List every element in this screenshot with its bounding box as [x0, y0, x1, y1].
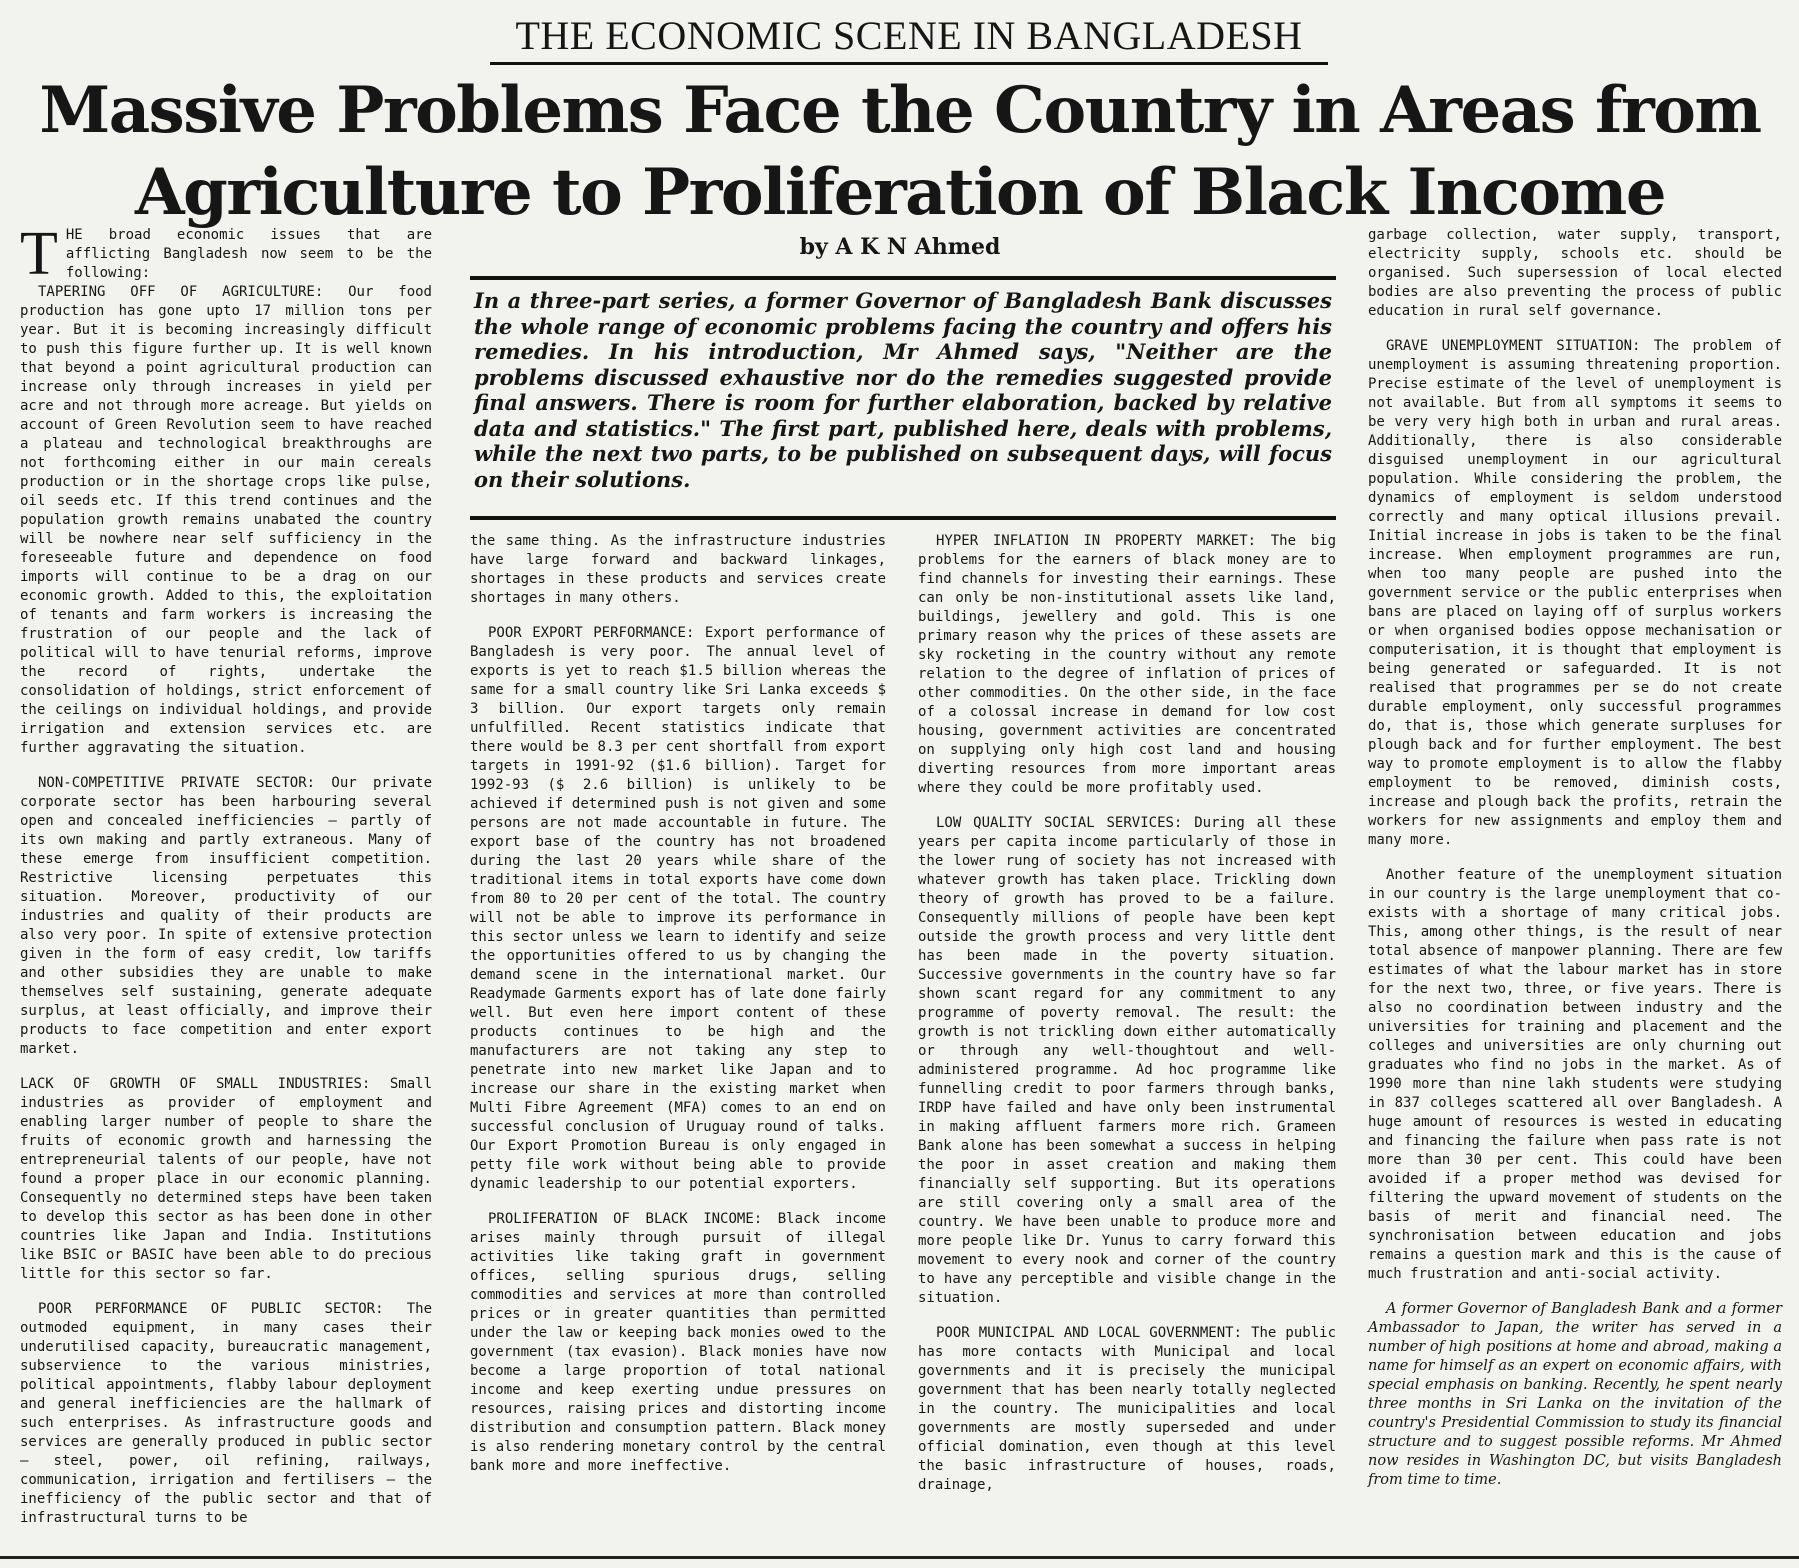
headline [20, 70, 1780, 234]
column-2 [470, 532, 886, 1556]
opening-paragraph [20, 220, 432, 288]
section-unemployment: GRAVE UNEMPLOYMENT SITUATION: The problem of unemployment is assuming threatening proportion. Precise estimate of the level of unemployment is not available. But from all symptoms it seems to be very very high both in urban and rural areas. Additionally, there is also considerable disguised unemployment in our agricultural population. While considering the problem, the dynamics of employment is seldom understood correctly and many optical illusions prevail. Initial increase in jobs is taken to be the final increase. When employment programmes are run, when too many people are pushed into the government service or the public enterprises when bans are placed on laying off of surplus workers or when organised bodies oppose mechanisation or computerisation, it is thought that employment is being generated or safeguarded. It is not realised that programmes per se do not create durable employment, only successful programmes do, that is, those which generate surpluses for plough back and for further employment. The best way to promote employment is to allow the flabby employment to be removed, diminish costs, increase and plough back the profits, retrain the workers for new assignments and employ them and many more. [1368, 338, 1782, 848]
bottom-rule [0, 1556, 1799, 1559]
headline-line-1: Massive Problems Face the Country in Areas from [39, 73, 1761, 148]
column-3 [918, 532, 1336, 1556]
continued-paragraph: garbage collection, water supply, transport, electricity supply, schools etc. should be organised. Such supersession of local elected bodies are also preventing the process of public education in rural self governance. [1368, 227, 1782, 319]
drop-cap: T [20, 220, 58, 288]
section-small-industries: LACK OF GROWTH OF SMALL INDUSTRIES: Small industries as provider of employment and enabling larger number of people to share the fruits of economic growth and harnessing the entrepreneurial talents of our people, have not found a proper place in our economic planning. Consequently no determined steps have been taken to develop this sector as has been done in other countries like Japan and India. Institutions like BSIC or BASIC have been able to do precious little for this sector so far. [20, 1076, 432, 1282]
section-public-sector: POOR PERFORMANCE OF PUBLIC SECTOR: The outmoded equipment, in many cases their underutilised capacity, bureaucratic management, subservience to the various ministries, political appointments, flabby labour deployment and general inefficiencies are the hallmark of such enterprises. As infrastructure goods and services are generally produced in public sector — steel, power, oil refining, railways, communication, irrigation and fertilisers — the inefficiency of the public sector and that of infrastructural turns to be [20, 1301, 432, 1526]
section-local-government: POOR MUNICIPAL AND LOCAL GOVERNMENT: The public has more contacts with Municipal and local governments and it is precisely the municipal government that has been nearly totally neglected in the country. The municipalities and local governments are mostly superseded and under official domination, even though at this level the basic infrastructure of houses, roads, drainage, [918, 1325, 1336, 1493]
section-private-sector: NON-COMPETITIVE PRIVATE SECTOR: Our private corporate sector has been harbouring several open and concealed inefficiencies — partly of its own making and partly extraneous. Many of these emerge from insufficient competition. Restrictive licensing perpetuates this situation. Moreover, productivity of our industries and quality of their products are also very poor. In spite of extensive protection given in the form of easy credit, low tariffs and other subsidies they are unable to make themselves self sustaining, generate adequate surplus, at least officially, and improve their products to face competition and enter export market. [20, 775, 432, 1057]
section-export: POOR EXPORT PERFORMANCE: Export performance of Bangladesh is very poor. The annual level of exports is yet to reach $1.5 billion whereas the same for a small country like Sri Lanka exceeds $ 3 billion. Our export targets only remain unfulfilled. Recent statistics indicate that there would be 8.3 per cent shortfall from export targets in 1991-92 ($1.6 billion). Target for 1992-93 ($ 2.6 billion) is unlikely to be achieved if determined push is not given and some persons are not made accountable in future. The export base of the country has not broadened during the last 20 years while share of the traditional items in total exports have come down from 80 to 20 per cent of the total. The country will not be able to improve its performance in this sector unless we learn to identify and seize the opportunities offered to us by changing the demand scene in the international market. Our Readymade Garments export has of late done fairly well. But even here import content of these products continues to be high and the manufacturers are not taking any step to penetrate into new market like Japan and to increase our share in the existing market when Multi Fibre Agreement (MFA) comes to an end on successful conclusion of Uruguay round of talks. Our Export Promotion Bureau is only engaged in petty file work without being able to provide dynamic leadership to our potential exporters. [470, 625, 886, 1192]
section-agriculture: TAPERING OFF OF AGRICULTURE: Our food production has gone upto 17 million tons per year. But it is becoming increasingly difficult to push this figure further up. It is well known that beyond a point agricultural production can increase only through increases in yield per acre and not through more acreage. But yields on account of Green Revolution seem to have reached a plateau and technological breakthroughs are not forthcoming either in our main cereals production or in the shortage crops like pulse, oil seeds etc. If this trend continues and the population growth remains unabated the country will be nowhere near self sufficiency in the foreseeable future and dependence on food imports will continue to be a drag on our economic growth. Added to this, the exploitation of tenants and farm workers is increasing the frustration of our people and the lack of political will to have tenurial reforms, improve the record of rights, undertake the consolidation of holdings, strict enforcement of the ceilings on individual holdings, and provide irrigation and extension services etc. are further aggravating the situation. [20, 284, 432, 756]
intro-blurb: In a three-part series, a former Governor of Bangladesh Bank discusses the whole range of economic problems facing the country and offers his remedies. In his introduction, Mr Ahmed says, "Neither are the problems discussed exhaustive nor do the remedies suggested provide final answers. There is room for further elaboration, backed by relative data and statistics." The first part, published here, deals with problems, while the next two parts, to be published on subsequent days, will focus on their solutions. [470, 276, 1336, 520]
section-black-income: PROLIFERATION OF BLACK INCOME: Black income arises mainly through pursuit of illegal activities like taking graft in government offices, selling spurious drugs, selling commodities and services at more than controlled prices or in greater quantities than permitted under the law or keeping back monies owed to the government (tax evasion). Black monies have now become a large proportion of total national income and keep exerting undue pressures on resources, raising prices and distorting income distribution and consumption pattern. Black money is also rendering monetary control by the central bank more and more ineffective. [470, 1211, 886, 1474]
column-1 [20, 220, 432, 1556]
byline: by A K N Ahmed [799, 234, 1001, 260]
section-social-services: LOW QUALITY SOCIAL SERVICES: During all these years per capita income particularly of those in the lower rung of society has not increased with whatever growth has taken place. Trickling down theory of growth has proved to be a failure. Consequently millions of people have been kept outside the growth process and very little dent has been made in the poverty situation. Successive governments in the country have so far shown scant regard for any commitment to any programme of poverty removal. The result: the growth is not trickling down either automatically or through any well-thoughtout and well-administered programme. Ad hoc programme like funnelling credit to poor farmers through banks, IRDP have failed and have only been instrumental in making affluent farmers more rich. Grameen Bank alone has been somewhat a success in helping the poor in asset creation and making them financially self supporting. But its operations are still covering only a small area of the country. We have been unable to produce more and more people like Dr. Yunus to carry forward this movement to every nook and corner of the country to have any perceptible and visible change in the situation. [918, 815, 1336, 1306]
headline-line-2: Agriculture to Proliferation of Black Income [134, 155, 1666, 230]
author-bio: A former Governor of Bangladesh Bank and a former Ambassador to Japan, the writer has served in a number of high positions at home and abroad, making a name for himself as an expert on economic affairs, with special emphasis on banking. Recently, he spent nearly three months in Sri Lanka on the invitation of the country's Presidential Commission to study its financial structure and to suggest possible reforms. Mr Ahmed now resides in Washington DC, but visits Bangladesh from time to time. [1368, 1301, 1782, 1488]
kicker-heading: THE ECONOMIC SCENE IN BANGLADESH [490, 14, 1328, 65]
opening-text: HE broad economic issues that are afflicting Bangladesh now seem to be the following: [65, 227, 432, 281]
section-unemployment-cont: Another feature of the unemployment situation in our country is the large unemployment that co-exists with a shortage of many critical jobs. This, among other things, is the result of near total absence of manpower planning. There are few estimates of what the labour market has in store for the next two, three, or five years. There is also no coordination between industry and the universities for training and placement and the colleges and universities are only churning out graduates who find no jobs in the market. As of 1990 more than nine lakh students were studying in 837 colleges scattered all over Bangladesh. A huge amount of resources is wested in educating and financing the failure when pass rate is not more than 30 per cent. This could have been avoided if a proper method was devised for filtering the upward movement of students on the basis of merit and financial need. The synchronisation between education and jobs remains a question mark and this is the cause of much frustration and anti-social activity. [1368, 867, 1782, 1282]
continued-paragraph: the same thing. As the infrastructure industries have large forward and backward linkages, shortages in these products and services create shortages in many others. [470, 533, 886, 606]
column-4 [1368, 226, 1782, 1556]
section-property-market: HYPER INFLATION IN PROPERTY MARKET: The big problems for the earners of black money are to find channels for investing their earnings. These can only be non-institutional assets like land, buildings, jewellery and gold. This is one primary reason why the prices of these assets are sky rocketing in the country without any remote relation to the degree of inflation of prices of other commodities. On the other side, in the face of a colossal increase in demand for low cost housing, government activities are concentrated on supplying only high cost land and housing diverting resources from more important areas where they could be more profitably used. [918, 533, 1336, 796]
